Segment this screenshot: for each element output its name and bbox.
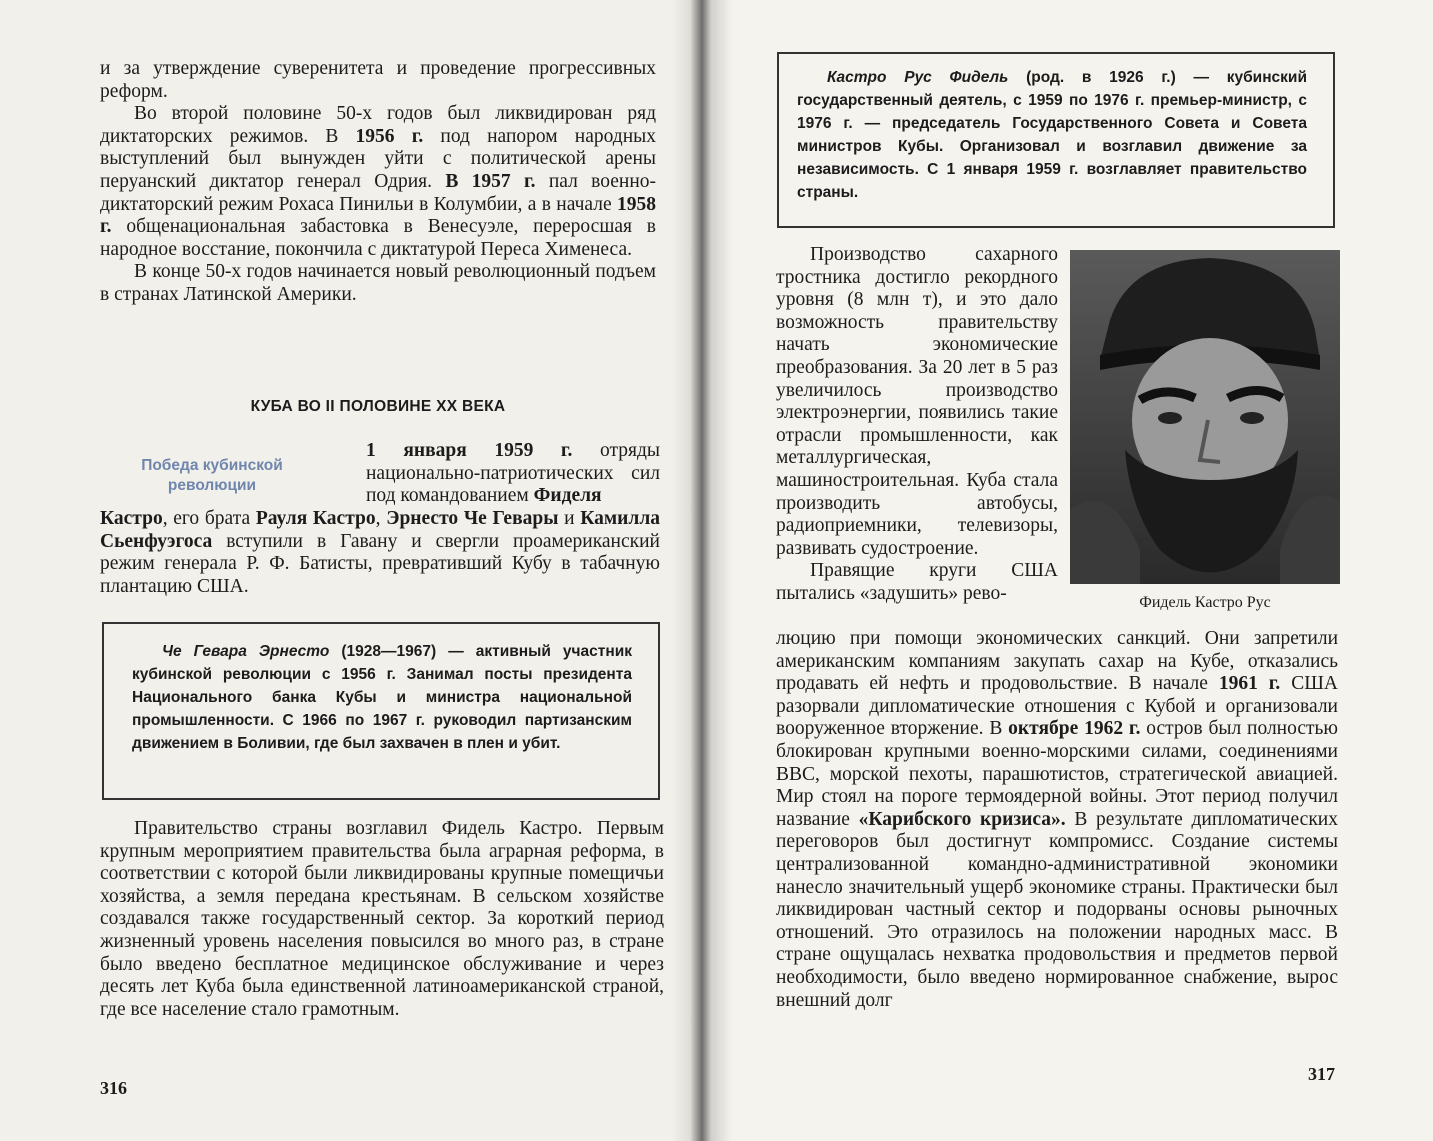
sanctions-paragraph: люцию при помощи экономических санкций. Они запретили американским компаниям закупать сахар на Кубе, отказались продавать ей нефть и продовольствие. В начале 1961 г. США разорвали дипломатические отношения с Кубой и организовали вооруженное вторжение. В октябре 1962 г. остров был полностью блокирован крупными военно-морскими силами, соединениями ВВС, морской пехоты, парашютистов, стратегической авиацией. Мир стоял на пороге термоядерной войны. Этот период получил название «Карибского кризиса». В результате дипломатических переговоров был достигнут компромисс. Создание системы централизованной командно-административной экономики нанесло значительный ущерб экономике страны. Практически был ликвидирован частный сектор и подорваны основы рыночных отношений. Это отразилось на положении народных масс. В стране ощущалась нехватка продовольствия и предметов первой необходимости, было введено нормированное снабжение, вырос внешний долг xyxy=(776,628,1339,1011)
fidel-castro-bio-box: Кастро Рус Фидель (род. в 1926 г.) — кубинский государственный деятель, с 1959 по 1976 г. премьер-министр, с 1976 г. — председатель Государственного Совета и Совета министров Кубы. Организовал и возглавил движение за независимость. С 1 января 1959 г. возглавляет правительство страны. xyxy=(777,52,1335,228)
cuba-intro-text-cont: Кастро, его брата Рауля Кастро, Эрнесто Че Гевары и Камилла Сьенфуэгоса вступили в Гавану и свергли проамериканский режим генерала Р. Ф. Батисты, превративший Кубу в табачную плантацию США. xyxy=(100,508,661,597)
sugar-paragraph: Производство сахарного тростника достигло рекордного уровня (8 млн т), и это дало возможность правительству начать экономические преобразования. За 20 лет в 5 раз увеличилось производство электроэнергии, появились такие отрасли промышленности, как металлургическая, машиностроительная. Куба стала производить автобусы, радиоприемники, телевизоры, развивать судостроение. Правящие круги США пытались «задушить» рево- xyxy=(776,244,1058,604)
paragraph: В конце 50-х годов начинается новый революционный подъем в странах Латинской Америки. xyxy=(100,261,656,305)
section-heading: КУБА ВО II ПОЛОВИНЕ XX ВЕКА xyxy=(250,398,506,415)
government-paragraph: Правительство страны возглавил Фидель Кастро. Первым крупным мероприятием правительства была аграрная реформа, в соответствии с которой были ликвидированы крупные помещичьи хозяйства, а земля передана крестьянам. В сельском хозяйстве создавался также государственный сектор. За короткий период жизненный уровень населения повысился во много раз, в стране было введено бесплатное медицинское обслуживание и через десять лет Куба была единственной латиноамериканской страной, где все население стало грамотным. xyxy=(100,818,664,1020)
photo-caption: Фидель Кастро Рус xyxy=(1139,594,1271,611)
left-intro-text xyxy=(100,58,656,307)
paragraph: Во второй половине 50-х годов был ликвидирован ряд диктаторских режимов. В 1956 г. под напором народных выступлений был вынужден уйти с политической арены перуанский диктатор генерал Одрия. В 1957 г. пал военно-диктаторский режим Рохаса Пинильи в Колумбии, а в начале 1958 г. общенациональная забастовка в Венесуэле, переросшая в народное восстание, покончила с диктатурой Переса Хименеса. xyxy=(100,103,657,260)
page-number: 316 xyxy=(100,1078,127,1098)
fidel-castro-photo xyxy=(1070,250,1340,584)
paragraph: и за утверждение суверенитета и проведение прогрессивных реформ. xyxy=(100,58,656,102)
left-page xyxy=(0,0,700,1141)
portrait-image xyxy=(1070,250,1340,584)
margin-label: Победа кубинской революции xyxy=(141,457,283,494)
page-number: 317 xyxy=(1308,1064,1335,1084)
che-guevara-bio-box: Че Гевара Эрнесто (1928—1967) — активный участник кубинской революции с 1956 г. Занимал посты президента Национального банка Кубы и министра национальной промышленности. С 1966 по 1967 г. руководил партизанским движением в Боливии, где был захвачен в плен и убит. xyxy=(102,622,660,800)
cuba-intro-text: 1 января 1959 г. отряды национально-патриотических сил под командованием Фиделя xyxy=(366,440,660,507)
